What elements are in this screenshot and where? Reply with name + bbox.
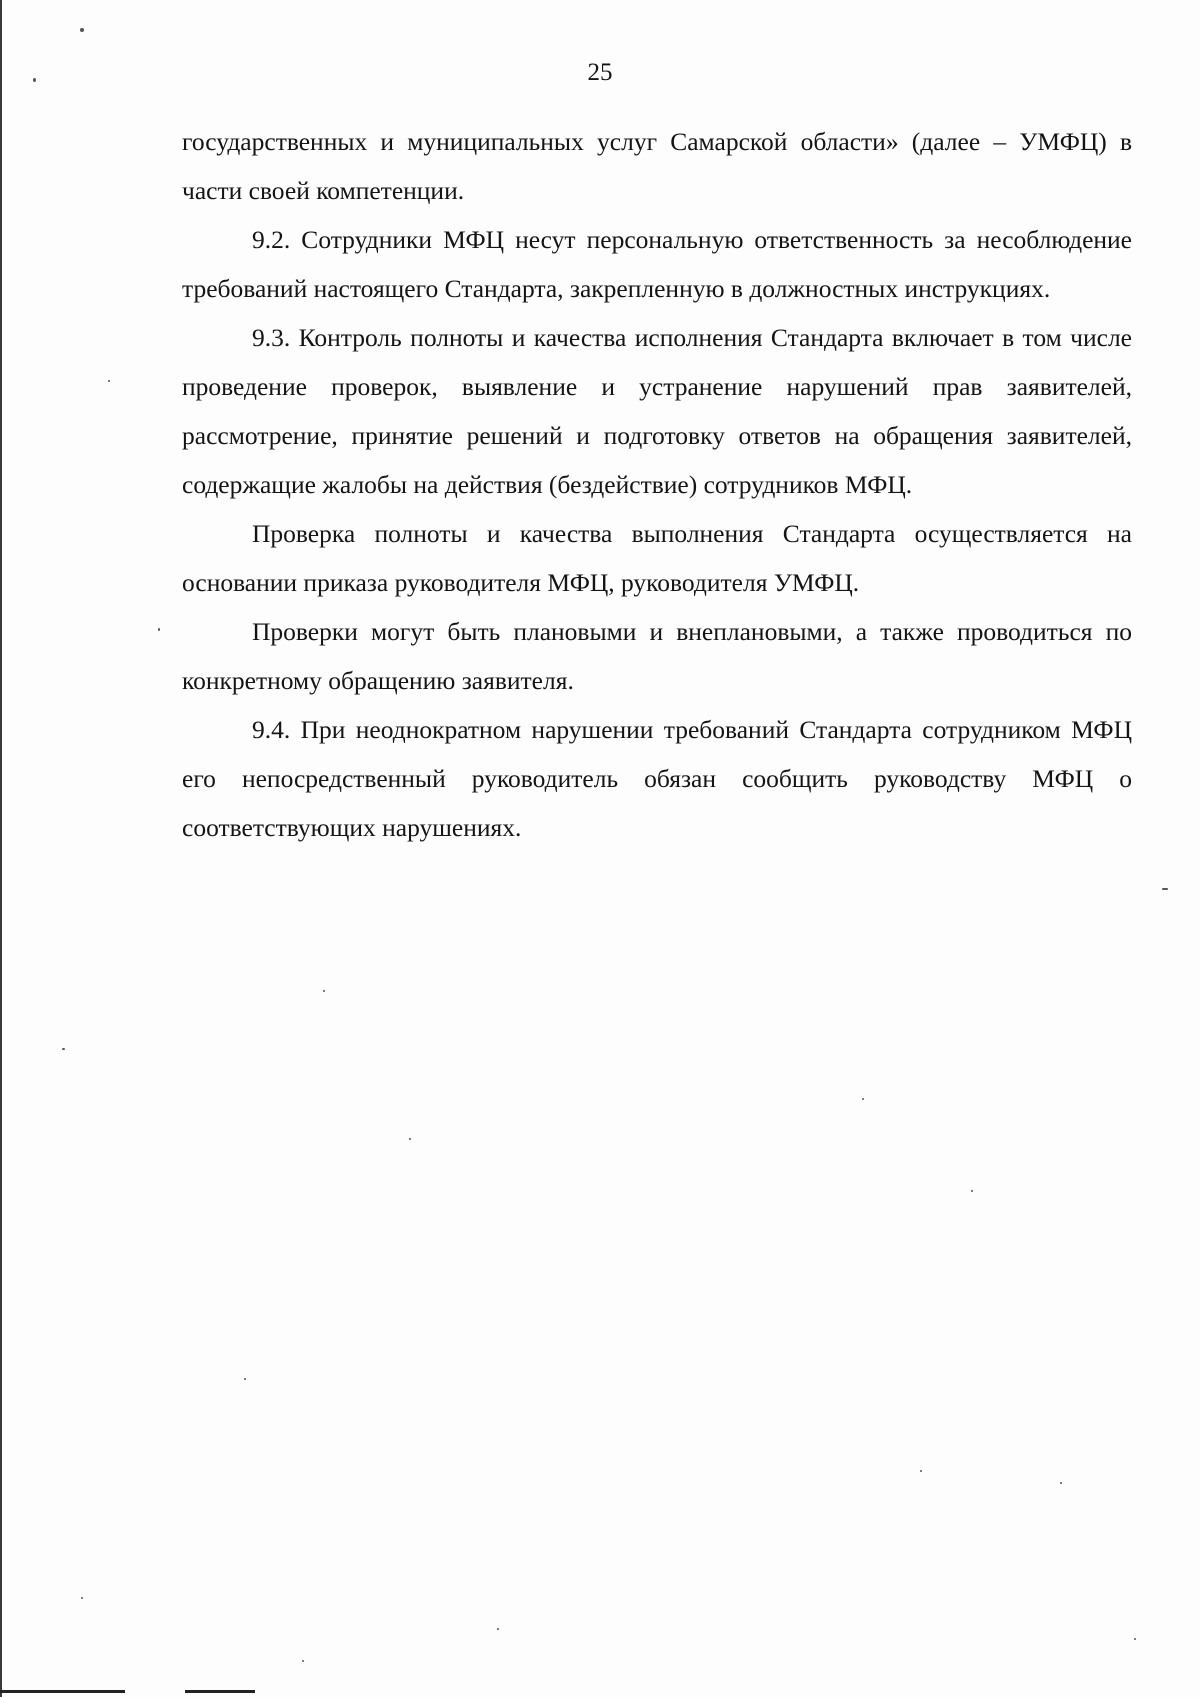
scan-speck <box>323 990 325 992</box>
paragraph-9-3: 9.3. Контроль полноты и качества исполнения Стандарта включает в том числе проведение проверок, выявление и устранение нарушений прав заявителей, рассмотрение, принятие решений и подготовку ответов на обращения заявителей, содержащие жалобы на действия (бездействие) сотрудников МФЦ. <box>182 323 1132 499</box>
document-body <box>182 117 1132 852</box>
paragraph-inspection-types: Проверки могут быть плановыми и внеплановыми, а также проводиться по конкретному обращению заявителя. <box>182 617 1132 695</box>
scan-speck <box>497 1628 499 1630</box>
paragraph-inspection-basis: Проверка полноты и качества выполнения Стандарта осуществляется на основании приказа руководителя МФЦ, руководителя УМФЦ. <box>182 519 1132 597</box>
page-number: 25 <box>587 59 613 86</box>
scan-speck <box>409 1138 411 1140</box>
scan-left-edge <box>0 0 2 1697</box>
scan-speck <box>920 1470 922 1472</box>
scan-speck <box>80 28 84 32</box>
scan-speck <box>158 628 160 631</box>
scan-speck <box>33 78 36 82</box>
scan-speck <box>302 1660 304 1662</box>
scan-speck <box>244 1378 246 1380</box>
scan-speck <box>62 1048 65 1050</box>
paragraph-9-2: 9.2. Сотрудники МФЦ несут персональную ответственность за несоблюдение требований настоящего Стандарта, закрепленную в должностных инструкциях. <box>182 225 1132 303</box>
scan-speck <box>862 1098 864 1100</box>
scan-speck <box>1134 1638 1136 1640</box>
scan-speck <box>1162 888 1168 890</box>
scan-speck <box>1060 1482 1062 1484</box>
paragraph-continuation: государственных и муниципальных услуг Самарской области» (далее – УМФЦ) в части своей компетенции. <box>182 127 1132 205</box>
scan-bottom-rule <box>0 1690 125 1693</box>
paragraph-9-4: 9.4. При неоднократном нарушении требований Стандарта сотрудником МФЦ его непосредственный руководитель обязан сообщить руководству МФЦ о соответствующих нарушениях. <box>182 715 1132 842</box>
scan-speck <box>108 380 110 382</box>
scan-speck <box>81 1597 83 1599</box>
scan-speck <box>971 1190 973 1192</box>
scan-bottom-rule <box>185 1690 255 1693</box>
